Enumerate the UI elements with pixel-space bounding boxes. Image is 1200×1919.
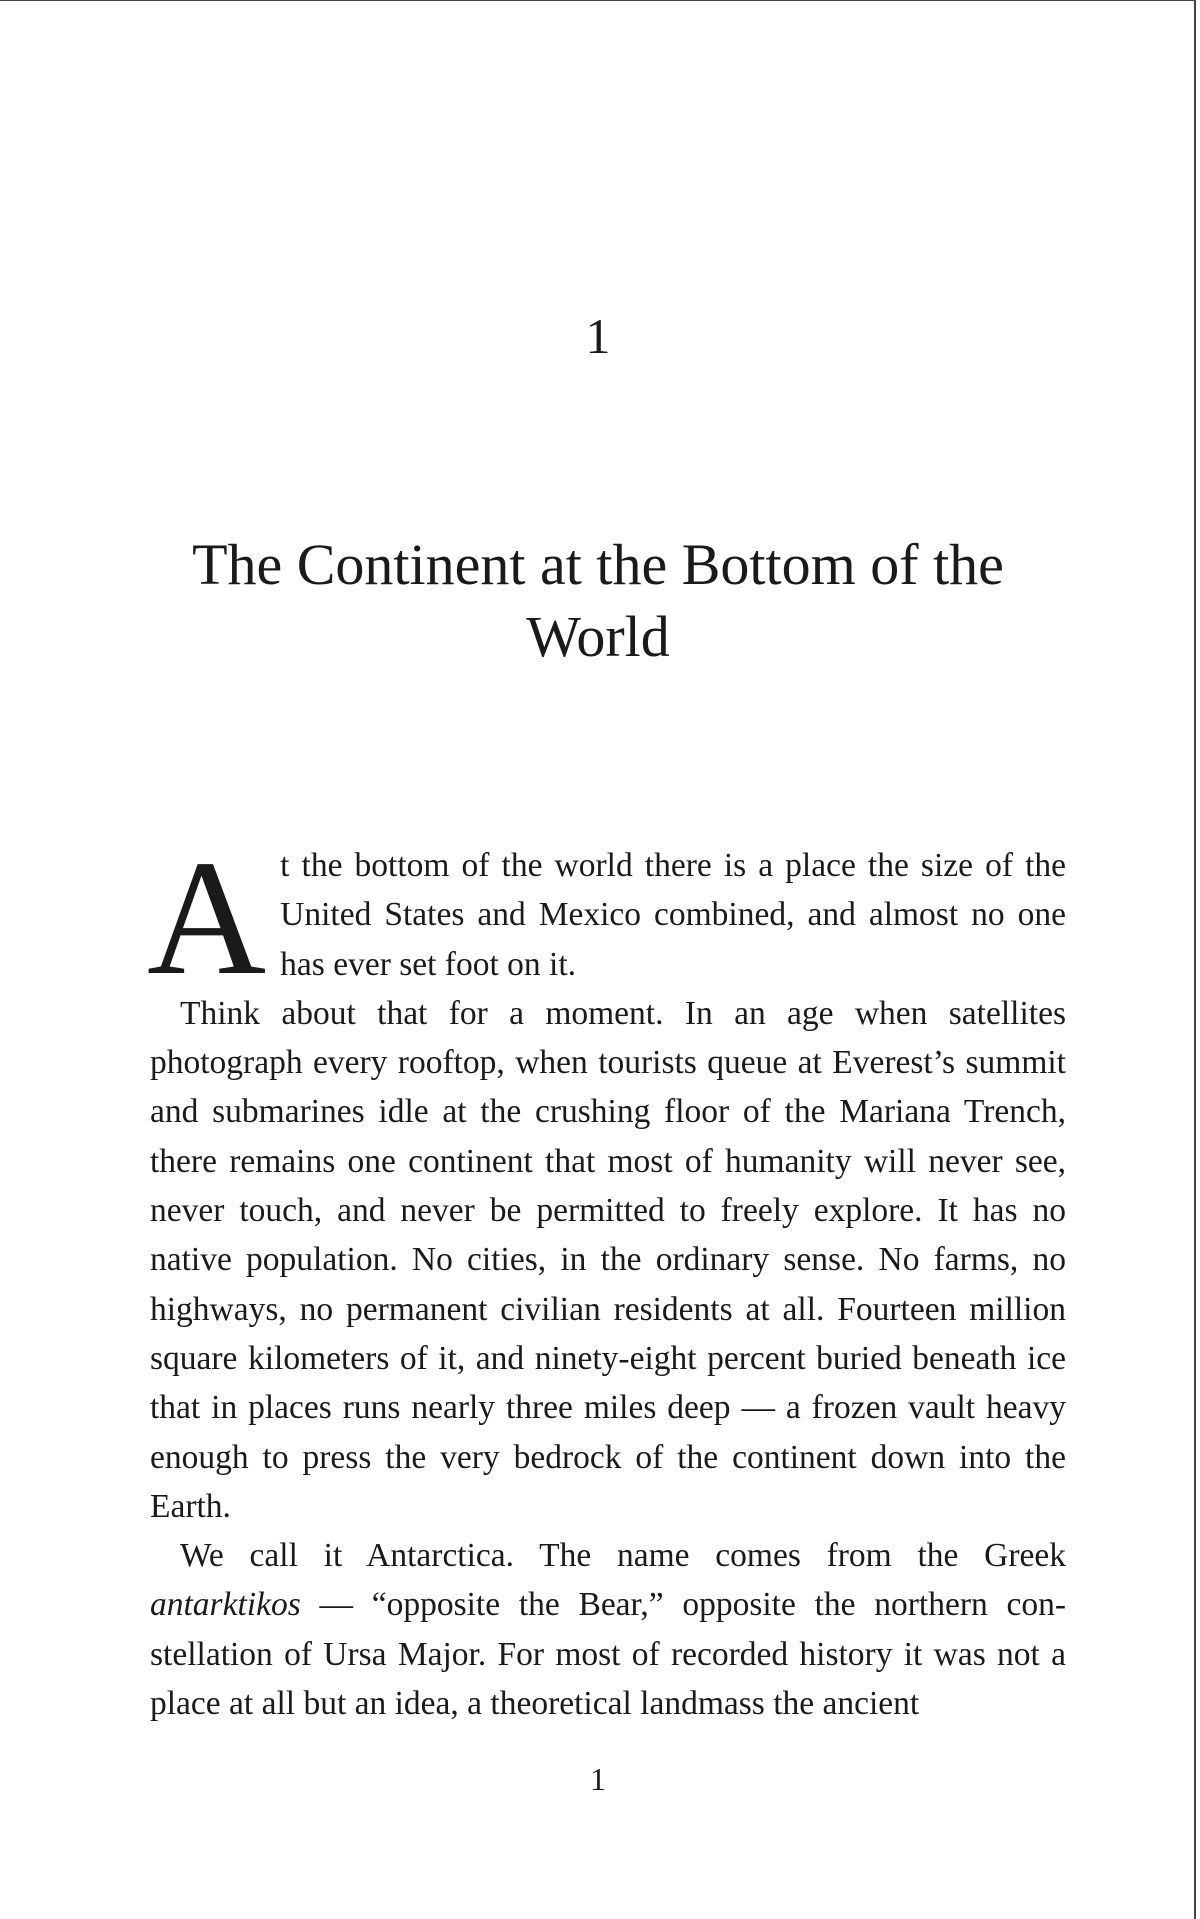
chapter-title: The Continent at the Bottom of the World [192, 532, 1004, 669]
italic-term: antarktikos [150, 1586, 301, 1624]
paragraph-text: Think about that for a moment. In an age when satellites photograph every rooftop, when tourists queue at Everest’s summit and submarines idle at the crushing floor of the Mariana Trench, there remains one continent that most of humanity will never see, never touch, and never be permitted to freely explore. It has no native population. No cities, in the ordinary sense. No farms, no highways, no permanent civilian residents at all. Fourteen million square kilometers of it, and ninety-eight percent buried beneath ice that in places runs nearly three miles deep — a frozen vault heavy enough to press the very bedrock of the continent down into the Earth. [150, 994, 1066, 1525]
chapter-number: 1 [585, 308, 611, 364]
paragraph [150, 989, 1066, 1531]
paragraph-text: We call it Antarctica. The name comes from the Greek [180, 1537, 1066, 1575]
paragraph [150, 1531, 1066, 1728]
paragraph-opening [147, 826, 1066, 1009]
page-number: 1 [590, 1761, 606, 1797]
paragraph-text: t the bottom of the world there is a place the size of the United States and Mexico combined, and almost no one has ever set foot on it. [280, 847, 1066, 983]
paragraph-text: — “opposite the Bear,” opposite the northern constellation of Ursa Major. For most of recorded history it was not a place at all but an idea, a theoretical landmass the ancient [150, 1586, 1066, 1723]
drop-cap: A [147, 826, 267, 1009]
chapter-body [147, 826, 1066, 1728]
